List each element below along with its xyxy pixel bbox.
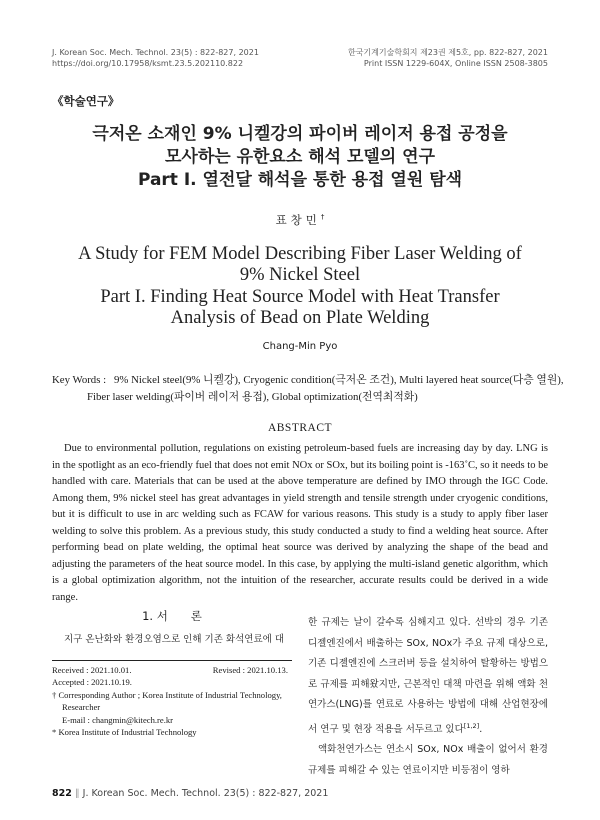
right-column xyxy=(308,613,548,781)
intro-paragraph-left: 지구 온난화와 환경오염으로 인해 기존 화석연료에 대 xyxy=(64,634,285,645)
intro-paragraph-right-2: 액화천연가스는 연소시 SOx, NOx 배출이 없어서 환경 규제를 피해갈 수 있는 연료이지만 비등점이 영하 xyxy=(308,744,548,776)
running-header-right xyxy=(348,47,548,69)
keywords-label: Key Words : xyxy=(52,374,107,386)
english-author: Chang-Min Pyo xyxy=(262,341,338,352)
english-title-line-3: Part I. Finding Heat Source Model with Heat Transfer xyxy=(100,287,500,307)
journal-citation-korean: 한국기계기술학회지 제23권 제5호, pp. 822-827, 2021 xyxy=(347,48,548,57)
korean-title-line-1: 극저온 소재인 9% 니켈강의 파이버 레이저 용접 공정을 xyxy=(92,124,508,144)
english-title-line-1: A Study for FEM Model Describing Fiber Laser Welding of xyxy=(78,244,522,264)
accepted-date: Accepted : 2021.10.19. xyxy=(52,677,132,688)
revised-date: Revised : 2021.10.13. xyxy=(212,665,288,675)
page-number: 822 xyxy=(52,788,72,799)
section-heading-introduction: 1. 서 론 xyxy=(142,609,202,623)
footnotes xyxy=(52,664,294,738)
running-header-left xyxy=(52,47,259,69)
keywords-line-1: 9% Nickel steel(9% 니켈강), Cryogenic condition(극저온 조건), Multi layered heat source(다층 열원), xyxy=(114,374,564,386)
doi-link[interactable]: https://doi.org/10.17958/ksmt.23.5.202110.822 xyxy=(52,59,244,68)
abstract-text: Due to environmental pollution, regulations on existing petroleum-based fuels are increasing day by day. LNG is in the spotlight as an eco-friendly fuel that does not emit NOx or SOx, but its boiling point is -163˚C, so it needs to be handled with care. Materials that can be used at the above temperature are defined by IMO through the IGC Code. Among them, 9% nickel steel has great advantages in yield strength and tensile strength under cryogenic conditions, but it is difficult to use in arc welding such as FCAW for various reasons. This study is a study to apply fiber laser welding to solve this problem. As a previous study, this study conducted a study to find a welding heat source. After performing bead on plate welding, the optimal heat source was derived by analyzing the shape of the bead and adjusting the parameters of the heat source model. In this case, by applying the multi-island genetic algorithm, which is a global optimization algorithm, not the intuition of the researcher, accurate results could be derived in a wide range. xyxy=(52,443,548,603)
citation-ref[interactable]: [1,2] xyxy=(463,721,480,730)
corresponding-author-role: Researcher xyxy=(62,702,101,713)
korean-author xyxy=(0,212,600,228)
page-footer xyxy=(52,788,328,799)
corresponding-author-email[interactable]: E-mail : changmin@kitech.re.kr xyxy=(62,714,174,725)
issn-info: Print ISSN 1229-604X, Online ISSN 2508-3805 xyxy=(363,59,548,68)
corresponding-author-affiliation: † Corresponding Author ; Korea Institute of Industrial Technology, xyxy=(52,689,282,700)
footer-journal-citation: J. Korean Soc. Mech. Technol. 23(5) : 822-827, 2021 xyxy=(82,788,329,799)
corresponding-author-mark: † xyxy=(320,213,325,222)
paragraph-1-text: 한 규제는 날이 갈수록 심해지고 있다. 선박의 경우 기존 디젤엔진에서 배출하는 SOx, NOx가 주요 규제 대상으로, 기존 디젤엔진에 스크러버 등을 설치하여 탈황하는 방법으로 규제를 피해왔지만, 근본적인 대책 마련을 위해 액화 천연가스(LNG)를 연료로 사용하는 방법에 대해 산업현장에서 연구 및 현장 적용을 서두르고 있다 xyxy=(308,617,548,735)
english-title-line-4: Analysis of Bead on Plate Welding xyxy=(170,308,430,328)
intro-paragraph-right-1 xyxy=(308,613,548,740)
coauthor-affiliation: * Korea Institute of Industrial Technology xyxy=(52,727,197,738)
author-name-korean: 표창민 xyxy=(275,213,321,227)
received-date: Received : 2021.10.01. xyxy=(52,665,132,675)
journal-citation: J. Korean Soc. Mech. Technol. 23(5) : 822-827, 2021 xyxy=(52,48,259,57)
english-title-line-2: 9% Nickel Steel xyxy=(239,265,361,285)
korean-title-line-3: Part I. 열전달 해석을 통한 용접 열원 탐색 xyxy=(137,170,463,190)
article-category: 《학술연구》 xyxy=(52,94,120,108)
abstract-body xyxy=(52,441,548,606)
abstract-heading: ABSTRACT xyxy=(267,422,333,434)
korean-title-line-2: 모사하는 유한요소 해석 모델의 연구 xyxy=(164,147,435,167)
dates-row xyxy=(52,664,294,676)
paragraph-1-end: . xyxy=(479,723,483,735)
footnote-divider xyxy=(52,660,292,661)
keywords-line-2: Fiber laser welding(파이버 레이저 용접), Global optimization(전역최적화) xyxy=(87,391,418,403)
footer-separator: ∥ xyxy=(74,788,80,799)
